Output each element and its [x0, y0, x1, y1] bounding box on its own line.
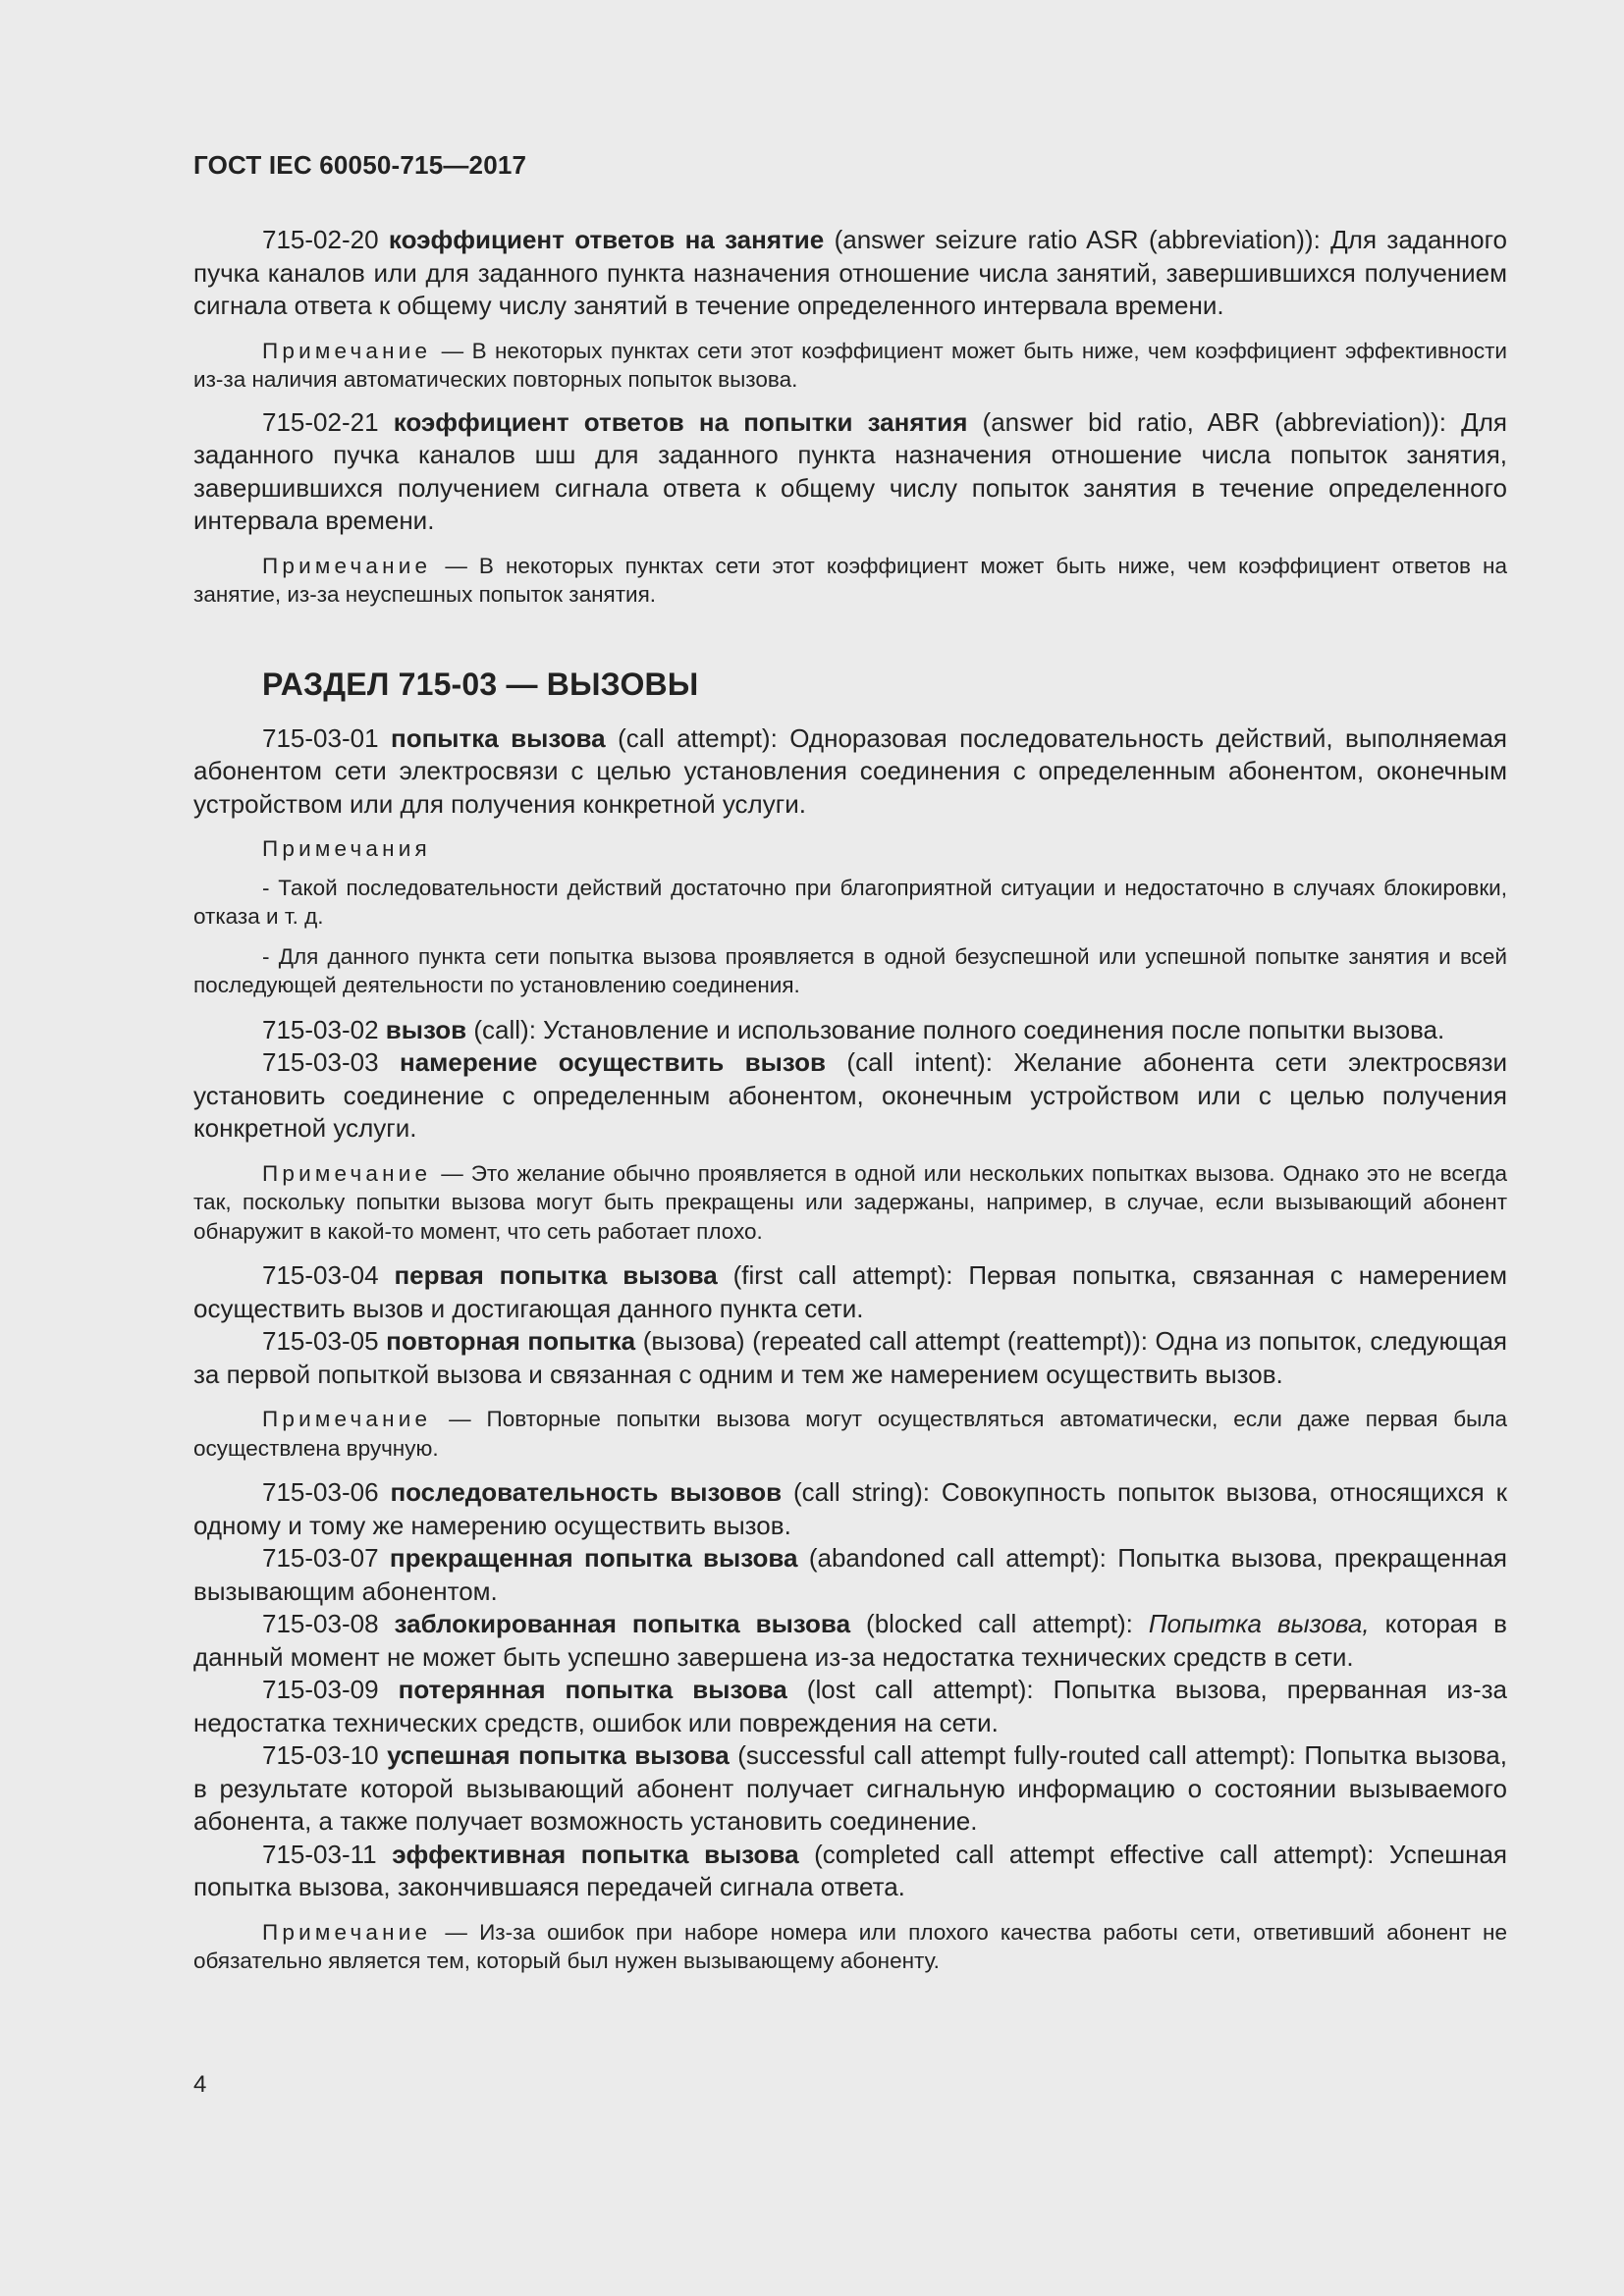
- term-name: коэффициент ответов на попытки занятия: [393, 406, 968, 437]
- note-715-03-11: [193, 1918, 1507, 1976]
- document-header: ГОСТ IEC 60050-715—2017: [193, 150, 527, 180]
- note-text: — Это желание обычно проявляется в одной или нескольких попытках вызова. Однако это не всегда так, поскольку попытки вызова могут быть прекращены или задержаны, например, в случае, если вызывающий абонент обнаружит в какой-то момент, что сеть работает плохо.: [193, 1160, 1507, 1244]
- term-code: 715-03-08: [262, 1609, 379, 1638]
- term-code: 715-03-09: [262, 1675, 379, 1704]
- term-entry-715-03-06: [193, 1476, 1507, 1542]
- note-715-02-20: [193, 337, 1507, 395]
- term-code: 715-03-11: [262, 1839, 377, 1869]
- term-definition: которая в данный момент не может быть успешно завершена из-за недостатка технических средств в сети.: [193, 1609, 1507, 1672]
- term-entry-715-02-20: [193, 224, 1507, 323]
- term-entry-715-03-08: [193, 1608, 1507, 1674]
- term-entry-715-03-09: [193, 1674, 1507, 1739]
- term-entry-715-03-01: [193, 722, 1507, 822]
- note-label: Примечание: [262, 1407, 432, 1431]
- note-item: - Для данного пункта сети попытка вызова проявляется в одной безуспешной или успешной попытке занятия и всей последующей деятельности по установлению соединения.: [193, 943, 1507, 997]
- term-name: вызов: [385, 1014, 467, 1044]
- term-definition: (call): Установление и использование полного соединения после попытки вызова.: [473, 1014, 1445, 1044]
- term-name: успешная попытка вызова: [387, 1740, 730, 1770]
- note-label: Примечание: [262, 338, 432, 363]
- page-number: 4: [193, 2071, 207, 2098]
- note-text: — В некоторых пунктах сети этот коэффициент может быть ниже, чем коэффициент ответов на занятие, из-за неуспешных попыток занятия.: [193, 553, 1507, 607]
- term-reference: Попытка вызова,: [1148, 1609, 1370, 1638]
- term-code: 715-03-07: [262, 1543, 379, 1573]
- note-text: — Из-за ошибок при наборе номера или плохого качества работы сети, ответивший абонент не обязательно является тем, который был нужен вызывающему абоненту.: [193, 1919, 1507, 1973]
- term-definition: (call string): Совокупность попыток вызова, относящихся к одному и тому же намерению осуществить вызов.: [193, 1477, 1507, 1540]
- term-entry-715-03-07: [193, 1542, 1507, 1608]
- notes-heading: Примечания: [262, 836, 431, 861]
- document-body: [193, 224, 1507, 1988]
- term-definition: (lost call attempt): Попытка вызова, прерванная из-за недостатка технических средств, ошибок или повреждения на сети.: [193, 1675, 1508, 1737]
- term-definition: (answer seizure ratio ASR (abbreviation)): Для заданного пучка каналов или для заданного пункта назначения отношение числа занятий, завершившихся получением сигнала ответа к общему числу занятий в течение определенного интервала времени.: [193, 225, 1507, 320]
- note-715-03-03: [193, 1159, 1507, 1247]
- note-item: - Такой последовательности действий достаточно при благоприятной ситуации и недостаточно в случаях блокировки, отказа и т. д.: [193, 875, 1507, 929]
- term-name: заблокированная попытка вызова: [394, 1609, 851, 1638]
- term-name: коэффициент ответов на занятие: [388, 225, 825, 254]
- term-name: повторная попытка: [386, 1326, 636, 1356]
- term-definition: (answer bid ratio, ABR (abbreviation)): Для заданного пучка каналов шш для заданного пункта назначения отношение числа попыток занятия, завершившихся получением сигнала ответа к общему числу попыток занятия в течение определенного интервала времени.: [193, 406, 1507, 535]
- term-code: 715-02-21: [262, 406, 379, 437]
- term-code: 715-03-04: [262, 1260, 379, 1290]
- term-definition: (first call attempt): Первая попытка, связанная с намерением осуществить вызов и достигающая данного пункта сети.: [193, 1260, 1507, 1323]
- term-entry-715-02-21: [193, 406, 1507, 538]
- term-name: прекращенная попытка вызова: [389, 1543, 798, 1573]
- term-definition: (completed call attempt effective call attempt): Успешная попытка вызова, закончившаяся передачей сигнала ответа.: [193, 1839, 1508, 1901]
- term-definition: (call intent): Желание абонента сети электросвязи установить соединение с определенным абонентом, оконечным устройством или с целью получения конкретной услуги.: [193, 1047, 1507, 1143]
- note-715-03-05: [193, 1405, 1507, 1463]
- term-entry-715-03-03: [193, 1046, 1507, 1146]
- term-name: первая попытка вызова: [394, 1260, 718, 1290]
- term-definition: (call attempt): Одноразовая последовательность действий, выполняемая абонентом сети электросвязи с целью установления соединения с определенным абонентом, оконечным устройством или для получения конкретной услуги.: [193, 722, 1507, 819]
- term-definition: (abandoned call attempt): Попытка вызова, прекращенная вызывающим абонентом.: [193, 1543, 1507, 1606]
- note-text: — В некоторых пунктах сети этот коэффициент может быть ниже, чем коэффициент эффективности из-за наличия автоматических повторных попыток вызова.: [193, 338, 1507, 392]
- section-title: РАЗДЕЛ 715-03 — ВЫЗОВЫ: [262, 666, 699, 702]
- term-definition: (successful call attempt fully-routed call attempt): Попытка вызова, в результате которой вызывающий абонент получает сигнальную информацию о состоянии вызываемого абонента, а также получает возможность установить соединение.: [193, 1740, 1507, 1836]
- term-entry-715-03-05: [193, 1325, 1507, 1391]
- note-label: Примечание: [262, 553, 432, 578]
- note-715-02-21: [193, 552, 1507, 610]
- note-text: — Повторные попытки вызова могут осуществляться автоматически, если даже первая была осуществлена вручную.: [193, 1407, 1507, 1461]
- term-entry-715-03-10: [193, 1739, 1507, 1839]
- term-name: последовательность вызовов: [390, 1477, 783, 1507]
- term-code: 715-03-10: [262, 1740, 379, 1770]
- note-label: Примечание: [262, 1160, 432, 1186]
- term-english: (blocked call attempt):: [866, 1609, 1133, 1638]
- term-code: 715-03-06: [262, 1477, 379, 1507]
- note-label: Примечание: [262, 1919, 432, 1945]
- term-code: 715-03-01: [262, 722, 379, 753]
- term-code: 715-02-20: [262, 225, 379, 254]
- term-entry-715-03-11: [193, 1839, 1507, 1904]
- term-definition: (вызова) (repeated call attempt (reattempt)): Одна из попыток, следующая за первой попыткой вызова и связанная с одним и тем же намерением осуществить вызов.: [193, 1326, 1507, 1389]
- term-name: потерянная попытка вызова: [398, 1675, 787, 1704]
- term-code: 715-03-03: [262, 1047, 379, 1077]
- term-entry-715-03-04: [193, 1259, 1507, 1325]
- term-name: намерение осуществить вызов: [400, 1047, 826, 1077]
- term-entry-715-03-02: [193, 1014, 1507, 1047]
- term-name: попытка вызова: [391, 722, 606, 753]
- term-name: эффективная попытка вызова: [392, 1839, 799, 1869]
- term-code: 715-03-05: [262, 1326, 379, 1356]
- term-code: 715-03-02: [262, 1014, 379, 1044]
